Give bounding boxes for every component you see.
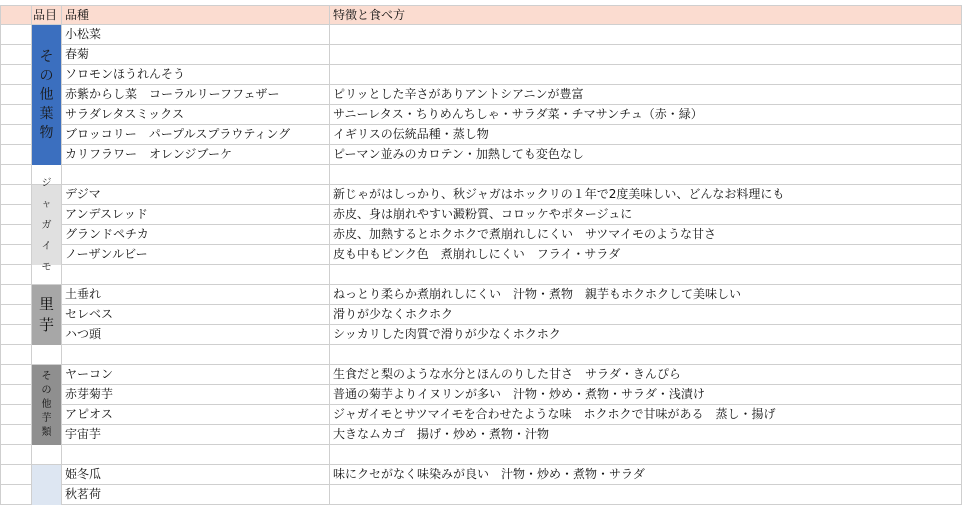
table-row — [0, 385, 964, 405]
notes-cell[interactable] — [330, 445, 962, 465]
category-label-char: の — [39, 67, 54, 84]
category-label-char: ジ — [41, 177, 52, 189]
notes-cell[interactable] — [330, 165, 962, 185]
category-label-char: 芋 — [38, 316, 54, 334]
row-number-cell[interactable] — [0, 165, 32, 185]
notes-cell[interactable]: 大きなムカゴ 揚げ・炒め・煮物・汁物 — [330, 425, 962, 445]
notes-cell[interactable] — [330, 345, 962, 365]
row-number-cell[interactable] — [0, 245, 32, 265]
table-row — [0, 145, 964, 165]
row-number-cell[interactable] — [0, 425, 32, 445]
variety-cell[interactable] — [62, 445, 330, 465]
table-row — [0, 265, 964, 285]
header-row — [0, 5, 964, 25]
category-group-cell[interactable] — [32, 177, 62, 273]
variety-cell[interactable]: 秋茗荷 — [62, 485, 330, 505]
category-group-cell[interactable] — [32, 285, 62, 345]
category-label-char: 類 — [41, 427, 52, 438]
row-number-cell[interactable] — [0, 265, 32, 285]
variety-cell[interactable]: 小松菜 — [62, 25, 330, 45]
variety-cell[interactable]: グランドペチカ — [62, 225, 330, 245]
variety-cell[interactable]: 赤芽菊芋 — [62, 385, 330, 405]
variety-cell[interactable]: セレベス — [62, 305, 330, 325]
row-number-cell[interactable] — [0, 365, 32, 385]
row-number-cell[interactable] — [0, 25, 32, 45]
notes-cell[interactable]: イギリスの伝統品種・蒸し物 — [330, 125, 962, 145]
table-row — [0, 65, 964, 85]
column-header-variety[interactable]: 品種 — [62, 5, 330, 25]
row-number-cell[interactable] — [0, 105, 32, 125]
table-row — [0, 25, 964, 45]
row-number-cell[interactable] — [0, 85, 32, 105]
variety-cell[interactable]: ブロッコリー パープルスプラウティング — [62, 125, 330, 145]
category-group-cell[interactable] — [32, 465, 62, 505]
variety-cell[interactable]: 土垂れ — [62, 285, 330, 305]
notes-cell[interactable]: 新じゃがはしっかり、秋ジャガはホックリの１年で2度美味しい、どんなお料理にも — [330, 185, 962, 205]
category-label-char: の — [41, 385, 52, 396]
row-number-cell[interactable] — [0, 325, 32, 345]
table-row — [0, 165, 964, 185]
variety-cell[interactable] — [62, 165, 330, 185]
table-row — [0, 105, 964, 125]
notes-cell[interactable]: サニーレタス・ちりめんちしゃ・サラダ菜・チマサンチュ（赤・緑） — [330, 105, 962, 125]
category-label-char: イ — [41, 240, 52, 252]
table-row — [0, 85, 964, 105]
category-label-char: 芋 — [41, 413, 52, 424]
row-number-cell[interactable] — [0, 445, 32, 465]
variety-cell[interactable]: サラダレタスミックス — [62, 105, 330, 125]
notes-cell[interactable] — [330, 265, 962, 285]
category-cell[interactable] — [32, 345, 62, 365]
notes-cell[interactable]: 生食だと梨のような水分とほんのりした甘さ サラダ・きんぴら — [330, 365, 962, 385]
variety-cell[interactable]: 赤紫からし菜 コーラルリーフフェザー — [62, 85, 330, 105]
table-row — [0, 325, 964, 345]
category-cell[interactable] — [32, 445, 62, 465]
table-row — [0, 245, 964, 265]
notes-cell[interactable] — [330, 45, 962, 65]
row-number-cell[interactable] — [0, 205, 32, 225]
table-row — [0, 465, 964, 485]
notes-cell[interactable]: ピリッとした辛さがありアントシアニンが豊富 — [330, 85, 962, 105]
row-number-cell[interactable] — [0, 285, 32, 305]
category-label-char: 他 — [41, 399, 52, 410]
row-number-cell[interactable] — [0, 185, 32, 205]
row-number-cell[interactable] — [0, 465, 32, 485]
variety-cell[interactable]: アピオス — [62, 405, 330, 425]
notes-cell[interactable]: 赤皮、身は崩れやすい澱粉質、コロッケやポタージュに — [330, 205, 962, 225]
table-row — [0, 445, 964, 465]
column-header-category[interactable]: 品目 — [32, 5, 62, 25]
category-group-cell[interactable] — [32, 25, 62, 165]
table-row — [0, 185, 964, 205]
table-row — [0, 125, 964, 145]
variety-cell[interactable]: 宇宙芋 — [62, 425, 330, 445]
variety-cell[interactable]: ヤーコン — [62, 365, 330, 385]
table-row — [0, 365, 964, 385]
category-label-char: 葉 — [39, 105, 54, 122]
category-group-cell[interactable] — [32, 365, 62, 445]
notes-cell[interactable]: 滑りが少なくホクホク — [330, 305, 962, 325]
variety-cell[interactable]: 春菊 — [62, 45, 330, 65]
variety-cell[interactable]: カリフラワー オレンジブーケ — [62, 145, 330, 165]
category-label-char: そ — [39, 48, 54, 65]
row-number-cell[interactable] — [0, 305, 32, 325]
row-number-cell[interactable] — [0, 125, 32, 145]
category-label-char: 物 — [39, 124, 54, 141]
row-number-cell[interactable] — [0, 485, 32, 505]
variety-cell[interactable] — [62, 265, 330, 285]
category-label-char: ガ — [41, 219, 52, 231]
variety-cell[interactable]: デジマ — [62, 185, 330, 205]
table-row — [0, 225, 964, 245]
notes-cell[interactable]: ねっとり柔らか煮崩れしにくい 汁物・煮物 親芋もホクホクして美味しい — [330, 285, 962, 305]
row-number-cell[interactable] — [0, 145, 32, 165]
category-label-char: 他 — [39, 86, 54, 103]
notes-cell[interactable]: ピーマン並みのカロテン・加熱しても変色なし — [330, 145, 962, 165]
variety-cell[interactable]: アンデスレッド — [62, 205, 330, 225]
notes-cell[interactable]: 赤皮、加熱するとホクホクで煮崩れしにくい サツマイモのような甘さ — [330, 225, 962, 245]
category-label-char: そ — [41, 371, 52, 382]
row-number-cell[interactable] — [0, 225, 32, 245]
variety-cell[interactable]: ハつ頭 — [62, 325, 330, 345]
notes-cell[interactable]: 皮も中もピンク色 煮崩れしにくい フライ・サラダ — [330, 245, 962, 265]
table-row — [0, 285, 964, 305]
notes-cell[interactable]: ジャガイモとサツマイモを合わせたような味 ホクホクで甘味がある 蒸し・揚げ — [330, 405, 962, 425]
table-row — [0, 205, 964, 225]
variety-cell[interactable]: 姫冬瓜 — [62, 465, 330, 485]
column-header-notes[interactable]: 特徴と食べ方 — [330, 5, 962, 25]
row-number-cell[interactable] — [0, 385, 32, 405]
notes-cell[interactable]: 味にクセがなく味染みが良い 汁物・炒め・煮物・サラダ — [330, 465, 962, 485]
table-row — [0, 45, 964, 65]
notes-cell[interactable] — [330, 485, 962, 505]
table-row — [0, 485, 964, 505]
row-header-cell[interactable] — [0, 5, 32, 25]
variety-cell[interactable]: ノーザンルビー — [62, 245, 330, 265]
table-row — [0, 405, 964, 425]
category-label-char: 里 — [38, 295, 54, 313]
row-number-cell[interactable] — [0, 345, 32, 365]
category-label-char: モ — [41, 261, 52, 273]
notes-cell[interactable] — [330, 25, 962, 45]
table-row — [0, 305, 964, 325]
notes-cell[interactable] — [330, 65, 962, 85]
notes-cell[interactable]: シッカリした肉質で滑りが少なくホクホク — [330, 325, 962, 345]
notes-cell[interactable]: 普通の菊芋よりイヌリンが多い 汁物・炒め・煮物・サラダ・浅漬け — [330, 385, 962, 405]
variety-cell[interactable] — [62, 345, 330, 365]
table-row — [0, 425, 964, 445]
row-number-cell[interactable] — [0, 45, 32, 65]
category-label-char: ャ — [41, 198, 52, 210]
variety-cell[interactable]: ソロモンほうれんそう — [62, 65, 330, 85]
row-number-cell[interactable] — [0, 405, 32, 425]
row-number-cell[interactable] — [0, 65, 32, 85]
table-row — [0, 345, 964, 365]
